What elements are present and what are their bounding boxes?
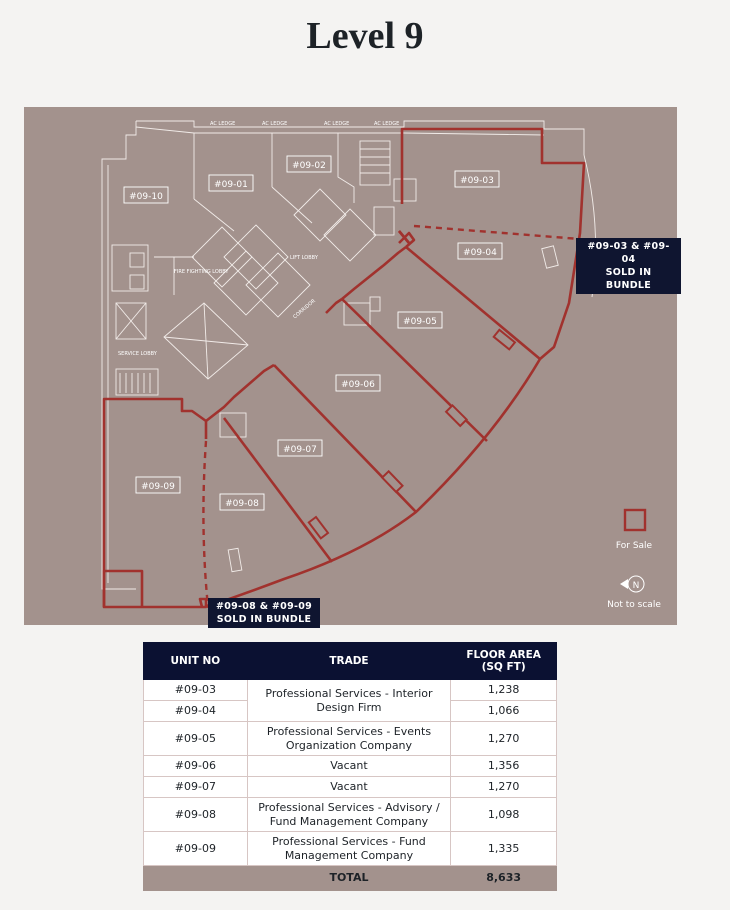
table-row: [144, 680, 557, 701]
table-header-row: [144, 643, 557, 680]
table-total-row: [144, 866, 557, 891]
unit-cell: #09-06: [144, 756, 248, 777]
bundle-label-0908-0909: [208, 598, 320, 628]
unit-label-0908: #09-08: [225, 499, 259, 509]
header-floor-area: FLOOR AREA (SQ FT): [451, 643, 557, 680]
bundle-a-status: SOLD IN BUNDLE: [605, 267, 652, 291]
north-label: N: [632, 581, 640, 591]
service-lobby-label: SERVICE LOBBY: [118, 351, 157, 357]
area-cell: 1,238: [451, 680, 557, 701]
unit-label-0902: #09-02: [292, 161, 326, 171]
area-cell: 1,270: [451, 777, 557, 798]
unit-label-0904: #09-04: [463, 248, 497, 258]
unit-label-0905: #09-05: [403, 317, 437, 327]
page-title: Level 9: [306, 15, 424, 57]
area-cell: 1,098: [451, 798, 557, 832]
unit-cell: #09-08: [144, 798, 248, 832]
table-row: [144, 756, 557, 777]
unit-label-0901: #09-01: [214, 180, 248, 190]
bundle-b-units: #09-08 & #09-09: [215, 601, 313, 612]
bundle-b-status: SOLD IN BUNDLE: [216, 614, 312, 625]
unit-cell: #09-09: [144, 832, 248, 866]
area-cell: 1,356: [451, 756, 557, 777]
unit-label-0910: #09-10: [129, 192, 163, 202]
unit-label-0903: #09-03: [460, 176, 494, 186]
trade-cell: Vacant: [247, 756, 451, 777]
bundle-a-units: #09-03 & #09-04: [587, 241, 670, 265]
units-table: [143, 642, 557, 891]
bundle-label-0903-0904: [576, 238, 681, 294]
ac-ledge-label-4: AC LEDGE: [374, 121, 400, 127]
unit-label-0907: #09-07: [283, 445, 317, 455]
header-trade: TRADE: [247, 643, 451, 680]
ac-ledge-label-2: AC LEDGE: [262, 121, 288, 127]
table-row: [144, 722, 557, 756]
floor-plan: [24, 107, 677, 625]
unit-cell: #09-03: [144, 680, 248, 701]
unit-label-0909: #09-09: [141, 482, 175, 492]
trade-cell: Professional Services - Interior Design Firm: [247, 680, 451, 722]
unit-label-0906: #09-06: [341, 380, 375, 390]
area-cell: 1,335: [451, 832, 557, 866]
fire-lobby-label: FIRE FIGHTING LOBBY: [174, 269, 229, 275]
area-cell: 1,270: [451, 722, 557, 756]
trade-cell: Vacant: [247, 777, 451, 798]
table-row: [144, 798, 557, 832]
corridor-label: CORRIDOR: [292, 298, 317, 321]
trade-cell: Professional Services - Events Organization Company: [247, 722, 451, 756]
table-row: [144, 777, 557, 798]
area-cell: 1,066: [451, 701, 557, 722]
total-label-cell: TOTAL: [247, 866, 451, 891]
total-area-cell: 8,633: [451, 866, 557, 891]
for-sale-label: For Sale: [615, 541, 653, 551]
lift-lobby-label: LIFT LOBBY: [290, 255, 318, 261]
unit-cell: #09-05: [144, 722, 248, 756]
total-blank-cell: [144, 866, 248, 891]
not-to-scale-label: Not to scale: [607, 600, 661, 610]
unit-cell: #09-04: [144, 701, 248, 722]
header-unit-no: UNIT NO: [144, 643, 248, 680]
trade-cell: Professional Services - Advisory / Fund Management Company: [247, 798, 451, 832]
unit-cell: #09-07: [144, 777, 248, 798]
trade-cell: Professional Services - Fund Management Company: [247, 832, 451, 866]
ac-ledge-label-3: AC LEDGE: [324, 121, 350, 127]
ac-ledge-label-1: AC LEDGE: [210, 121, 236, 127]
table-row: [144, 832, 557, 866]
